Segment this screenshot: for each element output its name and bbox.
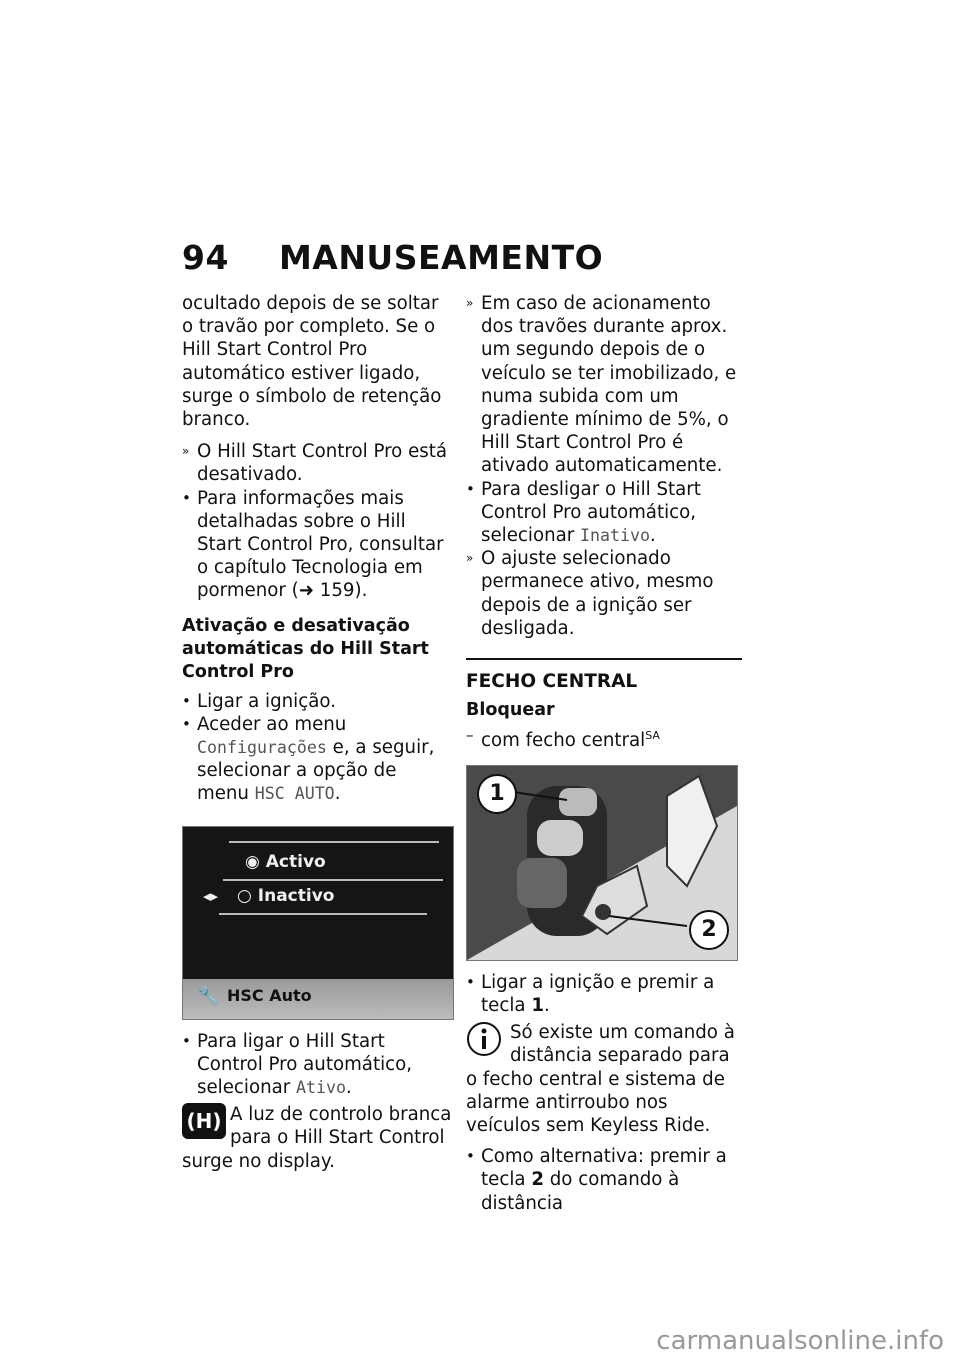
arrow-icon: ➜	[298, 580, 320, 602]
bullet-marker: •	[466, 972, 475, 991]
result-item	[466, 547, 742, 640]
hill-hold-icon: (H)	[182, 1103, 226, 1139]
key-reference: 1	[531, 994, 544, 1016]
step-item	[182, 1030, 454, 1100]
dash-item	[466, 724, 742, 752]
step-text: Aceder ao menu	[197, 713, 347, 735]
screen-option-activo: ◉ Activo	[245, 851, 326, 872]
bullet-marker: •	[182, 714, 191, 733]
screen-divider	[229, 841, 439, 843]
screen-footer-label: HSC Auto	[227, 985, 312, 1005]
key-fob-photo	[466, 765, 738, 961]
step-text: do comando à distância	[481, 1169, 680, 1214]
control-light-note	[182, 1103, 454, 1173]
result-text: Em caso de acionamento dos travões durante aprox. um segundo depois de o veículo se ter imobilizado, e numa subida com um gradiente mínimo de 5%, o Hill Start Control Pro é ativado automaticamente.	[481, 293, 737, 477]
section-heading: Ativação e desativação automáticas do Hill Start Control Pro	[182, 615, 429, 682]
result-text: O Hill Start Control Pro está desativado.	[197, 441, 448, 486]
result-marker: »	[466, 551, 474, 566]
step-text: Ligar a ignição e premir a tecla	[481, 971, 715, 1016]
screen-option-label: Inactivo	[257, 885, 335, 906]
bullet-marker: •	[182, 488, 191, 507]
section-title: FECHO CENTRAL	[466, 658, 742, 693]
page-header	[182, 238, 603, 277]
bullet-item	[182, 487, 454, 603]
result-item	[182, 440, 454, 486]
bullet-text: Para informações mais detalhadas sobre o Hill Start Control Pro, consultar o capítulo Tecnologia em pormenor (	[197, 487, 444, 602]
screen-left-right-arrows: ◂▸	[203, 886, 219, 905]
result-marker: »	[466, 296, 474, 310]
note-text: A luz de controlo branca para o Hill Start Control surge no display.	[182, 1104, 452, 1172]
right-column	[466, 292, 742, 1215]
bullet-marker: •	[182, 691, 191, 710]
bullet-marker: •	[466, 1147, 475, 1166]
wrench-icon: 🔧	[197, 985, 220, 1007]
page-reference-link[interactable]: 159	[319, 580, 355, 602]
menu-option: Inativo	[580, 526, 650, 546]
bullet-marker: •	[466, 479, 475, 498]
intro-paragraph: ocultado depois de se soltar o travão por completo. Se o Hill Start Control Pro automático estiver ligado, surge o símbolo de retenção branco.	[182, 293, 442, 431]
display-screenshot	[182, 826, 454, 1020]
callout-2: 2	[689, 910, 729, 950]
screen-option-label: Activo	[265, 851, 326, 872]
step-item	[182, 713, 454, 806]
screen-divider	[223, 879, 443, 881]
step-end: .	[543, 994, 550, 1016]
watermark: carmanualsonline.info	[656, 1326, 944, 1356]
key-reference: 2	[531, 1169, 544, 1191]
step-text: Como alternativa: premir a tecla	[481, 1146, 727, 1191]
bullet-end: .	[649, 525, 656, 547]
dash-marker: –	[466, 726, 474, 745]
bullet-end: ).	[354, 580, 368, 602]
left-column	[182, 292, 454, 1181]
step-text: e, a seguir, selecionar a opção de menu	[197, 737, 435, 805]
screen-divider	[219, 913, 427, 915]
special-equipment-marker: SA	[645, 729, 660, 743]
chapter-title: MANUSEAMENTO	[278, 238, 604, 277]
result-item	[466, 292, 742, 478]
subsection-title: Bloquear	[466, 700, 555, 721]
menu-name: Configurações	[197, 738, 327, 758]
step-end: .	[334, 783, 341, 805]
step-text: Para ligar o Hill Start Control Pro automático, selecionar	[197, 1030, 413, 1099]
step-item	[466, 1145, 742, 1215]
menu-option: Ativo	[296, 1078, 346, 1098]
bullet-marker: •	[182, 1031, 191, 1050]
dash-text: com fecho central	[481, 730, 646, 752]
info-text: Só existe um comando à distância separado para o fecho central e sistema de alarme antirroubo nos veículos sem Keyless Ride.	[466, 1022, 735, 1136]
info-note	[466, 1021, 742, 1137]
step-item	[466, 971, 742, 1017]
step-end: .	[345, 1077, 352, 1099]
screen-option-inactivo: ○ Inactivo	[237, 885, 335, 906]
step-text: Ligar a ignição.	[197, 690, 336, 712]
screen-footer	[183, 979, 453, 1019]
step-item	[182, 690, 454, 713]
bullet-text: Para desligar o Hill Start Control Pro automático, selecionar	[481, 478, 701, 547]
page-number: 94	[182, 238, 229, 277]
bullet-item	[466, 478, 742, 548]
menu-option: HSC AUTO	[254, 784, 335, 804]
result-text: O ajuste selecionado permanece ativo, mesmo depois de a ignição ser desligada.	[481, 548, 714, 639]
result-marker: »	[182, 444, 190, 459]
callout-1: 1	[477, 774, 517, 814]
info-icon	[466, 1021, 502, 1057]
